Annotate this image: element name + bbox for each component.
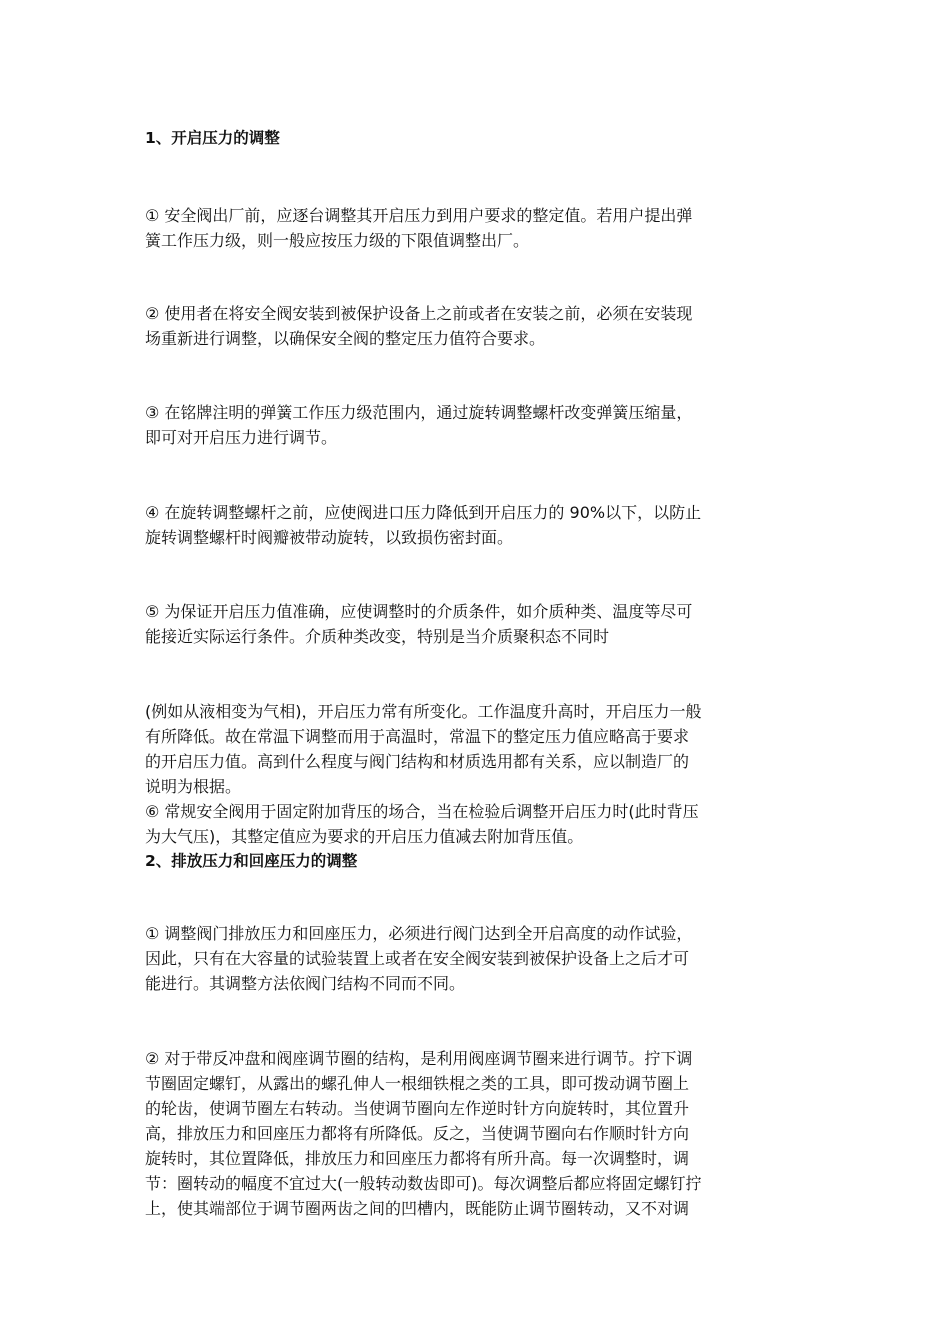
text-line: 的轮齿，使调节圈左右转动。当使调节圈向左作逆时针方向旋转时，其位置升 — [145, 1099, 690, 1118]
text-line: ② 对于带反冲盘和阀座调节圈的结构，是利用阀座调节圈来进行调节。拧下调 — [145, 1049, 693, 1068]
text-line: ⑤ 为保证开启压力值准确，应使调整时的介质条件，如介质种类、温度等尽可 — [145, 602, 693, 621]
text-line: ① 调整阀门排放压力和回座压力，必须进行阀门达到全开启高度的动作试验， — [145, 924, 693, 943]
text-line: 场重新进行调整，以确保安全阀的整定压力值符合要求。 — [145, 329, 546, 348]
text-line: ④ 在旋转调整螺杆之前，应使阀进口压力降低到开启压力的 90%以下，以防止 — [145, 503, 702, 522]
text-line: 即可对开启压力进行调节。 — [145, 428, 338, 447]
paragraph-1-4 — [145, 500, 807, 550]
text-line: 能进行。其调整方法依阀门结构不同而不同。 — [145, 974, 466, 993]
text-line: ③ 在铭牌注明的弹簧工作压力级范围内，通过旋转调整螺杆改变弹簧压缩量， — [145, 403, 693, 422]
text-line: 旋转调整螺杆时阀瓣被带动旋转，以致损伤密封面。 — [145, 528, 514, 547]
text-line: ① 安全阀出厂前，应逐台调整其开启压力到用户要求的整定值。若用户提出弹 — [145, 206, 693, 225]
text-line: 节圈固定螺钉，从露出的螺孔伸人一根细铁棍之类的工具，即可拨动调节圈上 — [145, 1074, 690, 1093]
text-line: 能接近实际运行条件。介质种类改变，特别是当介质聚积态不同时 — [145, 627, 610, 646]
paragraph-1-2 — [145, 301, 807, 351]
text-line: ② 使用者在将安全阀安装到被保护设备上之前或者在安装之前，必须在安装现 — [145, 304, 693, 323]
paragraph-2-2 — [145, 1046, 807, 1221]
text-line: 有所降低。故在常温下调整而用于高温时，常温下的整定压力值应略高于要求 — [145, 727, 690, 746]
section-2-heading: 2、排放压力和回座压力的调整 — [145, 852, 358, 870]
text-line: 的开启压力值。高到什么程度与阀门结构和材质选用都有关系，应以制造厂的 — [145, 752, 690, 771]
paragraph-1-1 — [145, 203, 807, 253]
paragraph-1-5 — [145, 599, 807, 649]
text-line: 为大气压)，其整定值应为要求的开启压力值减去附加背压值。 — [145, 827, 584, 846]
text-line: 簧工作压力级，则一般应按压力级的下限值调整出厂。 — [145, 231, 530, 250]
text-line: 说明为根据。 — [145, 777, 242, 796]
paragraph-1-3 — [145, 400, 807, 450]
text-line: 上，使其端部位于调节圈两齿之间的凹槽内，既能防止调节圈转动，又不对调 — [145, 1199, 690, 1218]
text-line: 因此，只有在大容量的试验装置上或者在安全阀安装到被保护设备上之后才可 — [145, 949, 690, 968]
text-line: 高，排放压力和回座压力都将有所降低。反之，当使调节圈向右作顺时针方向 — [145, 1124, 690, 1143]
text-line: ⑥ 常规安全阀用于固定附加背压的场合，当在检验后调整开启压力时(此时背压 — [145, 802, 699, 821]
text-line: 节：圈转动的幅度不宜过大(一般转动数齿即可)。每次调整后都应将固定螺钉拧 — [145, 1174, 702, 1193]
text-line: (例如从液相变为气相)，开启压力常有所变化。工作温度升高时，开启压力一般 — [145, 702, 702, 721]
section-1-heading: 1、开启压力的调整 — [145, 129, 280, 147]
text-line: 旋转时，其位置降低，排放压力和回座压力都将有所升高。每一次调整时，调 — [145, 1149, 690, 1168]
paragraph-2-1 — [145, 921, 807, 996]
paragraph-1-6 — [145, 699, 807, 849]
